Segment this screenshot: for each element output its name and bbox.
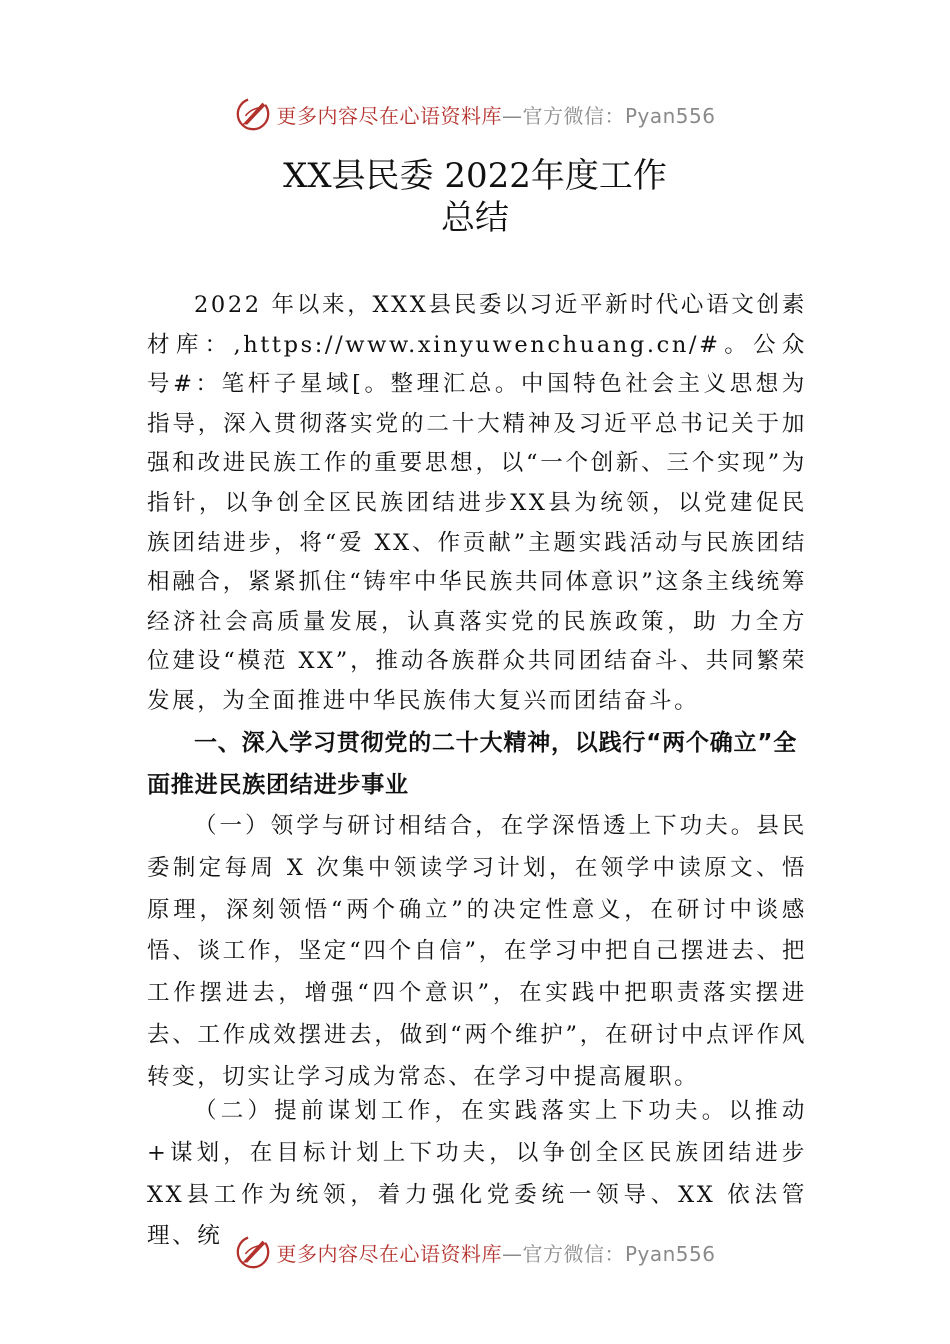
quill-logo-icon bbox=[234, 95, 272, 133]
item1-lead: （一）领学与研讨相结合，在学深悟透上下功夫。 bbox=[194, 813, 757, 839]
item1-body: 县民委制定每周 X 次集中领读学习计划，在领学中读原文、悟原理，深刻领悟“两个确立”的决定性意义，在研讨中谈感悟、谈工作，坚定“四个自信”，在学习中把自己摆进去、把工作摆进去，增强“四个意识”，在实践中把职责落实摆进去、工作成效摆进去，做到“两个维护”，在研讨中点评作风转变，切实让学习成为常态、在学习中提高履职。 bbox=[147, 813, 808, 1090]
quill-logo-icon bbox=[234, 1233, 272, 1271]
banner-wechat: —官方微信：Pyan556 bbox=[501, 1241, 716, 1266]
banner-wechat: —官方微信：Pyan556 bbox=[501, 103, 716, 128]
footer-watermark-banner bbox=[0, 1232, 950, 1272]
item2-body: 以推动+谋划，在目标计划上下功夫，以争创全区民族团结进步XX县工作为统领，着力强化党委统一领导、XX 依法管理、统 bbox=[147, 1098, 807, 1250]
document-title: XX县民委 2022年度工作 bbox=[283, 156, 667, 196]
banner-text: 更多内容尽在心语资料库 bbox=[276, 103, 502, 128]
document-title-continued: 总结 bbox=[441, 198, 509, 238]
section-heading-1: 一、深入学习贯彻党的二十大精神，以践行“两个确立”全面推进民族团结进步事业 bbox=[147, 730, 798, 798]
banner-text: 更多内容尽在心语资料库 bbox=[276, 1241, 502, 1266]
header-watermark-banner bbox=[0, 94, 950, 134]
item2-lead: （二）提前谋划工作，在实践落实上下功夫。 bbox=[194, 1098, 729, 1124]
section1-item1-paragraph bbox=[147, 806, 807, 1099]
intro-paragraph: 2022 年以来，XXX县民委以习近平新时代心语文创素材库：,https://www.xinyuwenchuang.cn/#。公众号#：笔杆子星域[。整理汇总。中国特色社会主义思想为指导，深入贯彻落实党的二十大精神及习近平总书记关于加强和改进民族工作的重要思想，以“一个创新、三个实现”为指针，以争创全区民族团结进步XX县为统领，以党建促民族团结进步，将“爱 XX、作贡献”主题实践活动与民族团结相融合，紧紧抓住“铸牢中华民族共同体意识”这条主线统筹经济社会高质量发展，认真落实党的民族政策，助 力全方位建设“模范 XX”，推动各族群众共同团结奋斗、共同繁荣发展，为全面推进中华民族伟大复兴而团结奋斗。 bbox=[147, 292, 807, 714]
